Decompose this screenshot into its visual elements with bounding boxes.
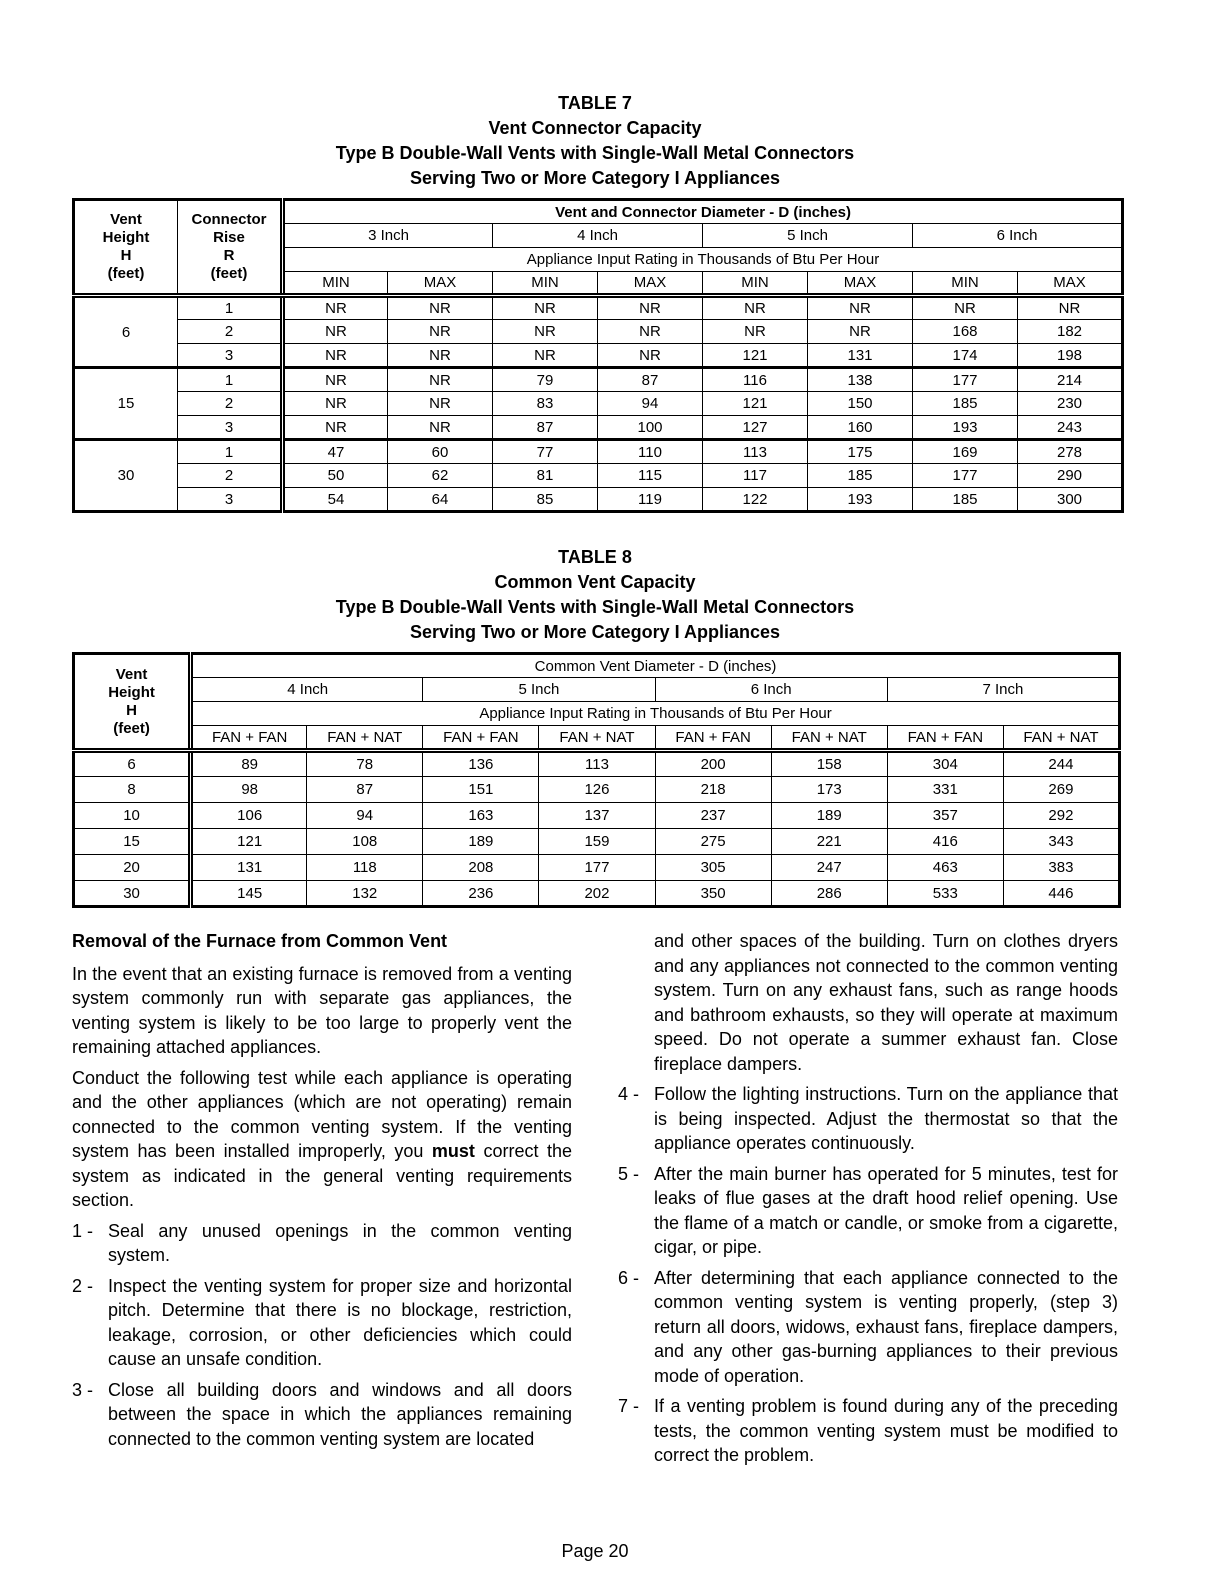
capacity-cell: 151 [423,777,539,803]
capacity-cell: NR [703,320,808,344]
fan-fan-header: FAN + FAN [887,726,1003,751]
table-row [74,464,1123,488]
fan-nat-header: FAN + NAT [1003,726,1119,751]
capacity-cell: 174 [913,344,1018,368]
table-row [74,855,1120,881]
capacity-cell: 269 [1003,777,1119,803]
capacity-cell: 115 [598,464,703,488]
capacity-cell: 221 [771,829,887,855]
capacity-cell: NR [283,344,388,368]
vent-height-cell: 8 [74,777,191,803]
table8-title-line: Type B Double-Wall Vents with Single-Wall Metal Connectors [335,597,855,617]
vent-height-cell: 20 [74,855,191,881]
vent-height-cell: 6 [74,296,178,368]
capacity-cell: 175 [808,440,913,464]
capacity-cell: 177 [913,464,1018,488]
capacity-cell: 446 [1003,881,1119,907]
section-heading: Removal of the Furnace from Common Vent [72,931,448,951]
capacity-cell: 198 [1018,344,1123,368]
table-row [74,829,1120,855]
capacity-cell: 185 [913,392,1018,416]
table-row [74,416,1123,440]
header-line: H [126,701,137,719]
capacity-cell: 185 [808,464,913,488]
fan-fan-header: FAN + FAN [423,726,539,751]
table7-title [0,91,1190,191]
list-item-continued [618,929,1118,1076]
capacity-cell: 177 [913,368,1018,392]
capacity-cell: NR [388,392,493,416]
connector-rise-cell: 1 [178,368,283,392]
capacity-cell: NR [388,416,493,440]
capacity-cell: NR [388,344,493,368]
capacity-cell: 77 [493,440,598,464]
capacity-cell: 193 [808,488,913,512]
capacity-cell: NR [388,296,493,320]
paragraph [72,1066,572,1213]
table8-size-header: 6 Inch [655,678,887,702]
min-header: MIN [703,272,808,296]
capacity-cell: 119 [598,488,703,512]
capacity-cell: 189 [423,829,539,855]
capacity-cell: 275 [655,829,771,855]
capacity-cell: 83 [493,392,598,416]
capacity-cell: 94 [307,803,423,829]
capacity-cell: NR [283,296,388,320]
header-line: (feet) [107,265,145,282]
max-header: MAX [388,272,493,296]
list-item [72,1378,572,1452]
capacity-cell: 116 [703,368,808,392]
capacity-cell: 136 [423,751,539,777]
table-row [74,803,1120,829]
capacity-cell: 54 [283,488,388,512]
capacity-cell: 131 [808,344,913,368]
capacity-cell: 160 [808,416,913,440]
fan-nat-header: FAN + NAT [771,726,887,751]
connector-rise-cell: 2 [178,464,283,488]
table-row [74,488,1123,512]
capacity-cell: 85 [493,488,598,512]
capacity-cell: 290 [1018,464,1123,488]
capacity-cell: NR [913,296,1018,320]
vent-height-cell: 15 [74,829,191,855]
capacity-cell: 357 [887,803,1003,829]
capacity-cell: 113 [539,751,655,777]
table8-title-line: Serving Two or More Category I Appliances [409,622,781,642]
table-row [74,320,1123,344]
capacity-cell: 218 [655,777,771,803]
list-number: 5 - [618,1163,640,1184]
table7-size-header: 4 Inch [493,224,703,248]
header-line: Vent [110,211,142,228]
table7-diameter-header: Vent and Connector Diameter - D (inches) [283,200,1123,224]
table7-title-line: Type B Double-Wall Vents with Single-Wall Metal Connectors [335,143,855,163]
table-row [74,344,1123,368]
list-text: After the main burner has operated for 5 minutes, test for leaks of flue gases at the draft hood relief opening. Use the flame of a match or candle, or smoke from a cigarette, cigar, or pipe. [654,1163,1118,1257]
capacity-cell: 305 [655,855,771,881]
list-text: and other spaces of the building. Turn on clothes dryers and any appliances not connected to the common venting system. Turn on any exhaust fans, such as range hoods and bathroom exhausts, so they will operate at maximum speed. Do not operate a summer exhaust fan. Close fireplace dampers. [654,931,1118,1074]
capacity-cell: 159 [539,829,655,855]
capacity-cell: 60 [388,440,493,464]
table8-vent-height-header [74,654,191,751]
capacity-cell: 64 [388,488,493,512]
table-row [74,392,1123,416]
capacity-cell: 89 [191,751,307,777]
min-header: MIN [913,272,1018,296]
capacity-cell: 304 [887,751,1003,777]
right-column [618,929,1118,1474]
capacity-cell: 278 [1018,440,1123,464]
connector-rise-cell: 1 [178,440,283,464]
table7-body [74,296,1123,512]
table7-title-line: Serving Two or More Category I Appliances [409,168,781,188]
capacity-cell: 145 [191,881,307,907]
table7-vent-height-header [74,200,178,296]
vent-height-cell: 6 [74,751,191,777]
list-item [618,1162,1118,1260]
list-number-spacer [618,929,654,1076]
capacity-cell: 100 [598,416,703,440]
header-line: H [120,247,132,264]
header-line: (feet) [210,265,248,282]
capacity-cell: 185 [913,488,1018,512]
capacity-cell: 193 [913,416,1018,440]
capacity-cell: 62 [388,464,493,488]
table-row [74,751,1120,777]
vent-height-cell: 30 [74,881,191,907]
capacity-cell: 463 [887,855,1003,881]
capacity-cell: 189 [771,803,887,829]
capacity-cell: 132 [307,881,423,907]
capacity-cell: 182 [1018,320,1123,344]
capacity-cell: NR [493,320,598,344]
list-item [618,1394,1118,1468]
capacity-cell: 236 [423,881,539,907]
list-item [72,1274,572,1372]
capacity-cell: 81 [493,464,598,488]
capacity-cell: 202 [539,881,655,907]
table-row [74,777,1120,803]
table-row [74,881,1120,907]
capacity-cell: NR [703,296,808,320]
capacity-cell: 331 [887,777,1003,803]
capacity-cell: NR [598,296,703,320]
list-text: Inspect the venting system for proper size and horizontal pitch. Determine that there is no blockage, restriction, leakage, corrosion, or other deficiencies which could cause an unsafe condition. [108,1275,572,1369]
capacity-cell: 121 [703,392,808,416]
capacity-cell: 50 [283,464,388,488]
connector-rise-cell: 3 [178,344,283,368]
capacity-cell: 121 [703,344,808,368]
vent-height-cell: 30 [74,440,178,512]
capacity-cell: NR [283,416,388,440]
capacity-cell: 87 [598,368,703,392]
list-text: Follow the lighting instructions. Turn on the appliance that is being inspected. Adjust the thermostat so that the appliance operates continuously. [654,1084,1118,1153]
capacity-cell: 237 [655,803,771,829]
table8 [72,652,1121,908]
capacity-cell: 106 [191,803,307,829]
vent-height-cell: 10 [74,803,191,829]
capacity-cell: NR [808,320,913,344]
table7-title-line: TABLE 7 [558,93,632,113]
capacity-cell: 150 [808,392,913,416]
capacity-cell: NR [388,368,493,392]
capacity-cell: NR [283,392,388,416]
capacity-cell: 108 [307,829,423,855]
page-number: Page 20 [561,1541,629,1561]
capacity-cell: 214 [1018,368,1123,392]
fan-fan-header: FAN + FAN [655,726,771,751]
fan-nat-header: FAN + NAT [307,726,423,751]
capacity-cell: 87 [493,416,598,440]
fan-fan-header: FAN + FAN [191,726,307,751]
capacity-cell: 350 [655,881,771,907]
table7-size-header: 3 Inch [283,224,493,248]
capacity-cell: 110 [598,440,703,464]
capacity-cell: 416 [887,829,1003,855]
list-item [618,1082,1118,1156]
capacity-cell: 343 [1003,829,1119,855]
capacity-cell: 121 [191,829,307,855]
header-line: R [223,247,235,264]
list-number: 6 - [618,1267,640,1288]
table8-size-header: 5 Inch [423,678,655,702]
capacity-cell: 47 [283,440,388,464]
capacity-cell: 87 [307,777,423,803]
connector-rise-cell: 2 [178,392,283,416]
header-line: Height [102,229,150,246]
header-line: (feet) [113,719,150,737]
capacity-cell: 168 [913,320,1018,344]
list-text: After determining that each appliance connected to the common venting system is venting properly, (step 3) return all doors, widows, exhaust fans, fireplace dampers, and any other gas-burning appliances to their previous mode of operation. [654,1267,1118,1386]
capacity-cell: 126 [539,777,655,803]
list-number: 4 - [618,1084,640,1104]
capacity-cell: 286 [771,881,887,907]
capacity-cell: 230 [1018,392,1123,416]
table-row [74,440,1123,464]
capacity-cell: NR [493,344,598,368]
capacity-cell: 78 [307,751,423,777]
capacity-cell: NR [598,344,703,368]
capacity-cell: NR [493,296,598,320]
table8-title [0,545,1190,645]
capacity-cell: 118 [307,855,423,881]
capacity-cell: 122 [703,488,808,512]
table7-connector-rise-header [178,200,283,296]
list-text: If a venting problem is found during any of the preceding tests, the common venting system must be modified to correct the problem. [654,1396,1118,1465]
capacity-cell: 163 [423,803,539,829]
min-header: MIN [283,272,388,296]
capacity-cell: 292 [1003,803,1119,829]
capacity-cell: 117 [703,464,808,488]
capacity-cell: NR [598,320,703,344]
table8-size-header: 7 Inch [887,678,1119,702]
fan-nat-header: FAN + NAT [539,726,655,751]
table7 [72,198,1124,513]
vent-height-cell: 15 [74,368,178,440]
capacity-cell: 208 [423,855,539,881]
max-header: MAX [598,272,703,296]
paragraph-text: correct the system as indicated in the general venting requirements section. [72,1141,572,1210]
list-number: 2 - [72,1275,94,1296]
table8-rating-header: Appliance Input Rating in Thousands of Btu Per Hour [191,702,1120,726]
min-header: MIN [493,272,598,296]
connector-rise-cell: 3 [178,488,283,512]
table7-size-header: 6 Inch [913,224,1123,248]
max-header: MAX [808,272,913,296]
capacity-cell: 137 [539,803,655,829]
capacity-cell: 113 [703,440,808,464]
table8-title-line: Common Vent Capacity [494,572,696,592]
capacity-cell: 300 [1018,488,1123,512]
capacity-cell: NR [283,320,388,344]
capacity-cell: NR [388,320,493,344]
capacity-cell: 169 [913,440,1018,464]
table7-title-line: Vent Connector Capacity [488,118,702,138]
capacity-cell: 383 [1003,855,1119,881]
connector-rise-cell: 2 [178,320,283,344]
table-row [74,368,1123,392]
list-text: Seal any unused openings in the common venting system. [108,1220,572,1265]
list-item [618,1266,1118,1389]
capacity-cell: 247 [771,855,887,881]
paragraph: In the event that an existing furnace is removed from a venting system commonly run with separate gas appliances, the venting system is likely to be too large to properly vent the remaining attached appliances. [72,963,572,1057]
capacity-cell: 200 [655,751,771,777]
header-line: Connector [191,211,267,228]
capacity-cell: 173 [771,777,887,803]
capacity-cell: 244 [1003,751,1119,777]
capacity-cell: 533 [887,881,1003,907]
list-number: 7 - [618,1396,640,1416]
table7-rating-header: Appliance Input Rating in Thousands of Btu Per Hour [283,248,1123,272]
connector-rise-cell: 1 [178,296,283,320]
table-row [74,296,1123,320]
capacity-cell: 138 [808,368,913,392]
capacity-cell: 177 [539,855,655,881]
header-line: Rise [213,229,245,246]
capacity-cell: 98 [191,777,307,803]
table8-size-header: 4 Inch [191,678,423,702]
capacity-cell: 243 [1018,416,1123,440]
table7-size-header: 5 Inch [703,224,913,248]
emphasis-text: must [431,1141,475,1161]
table8-body [74,751,1120,907]
capacity-cell: 131 [191,855,307,881]
list-item [72,1219,572,1268]
capacity-cell: 79 [493,368,598,392]
table8-title-line: TABLE 8 [558,547,632,567]
table8-diameter-header: Common Vent Diameter - D (inches) [191,654,1120,678]
list-text: Close all building doors and windows and all doors between the space in which the appliances remaining connected to the common venting system are located [108,1379,572,1449]
connector-rise-cell: 3 [178,416,283,440]
paragraph-text: Conduct the following test while each appliance is operating and the other appliances (which are not operating) remain connected to the common venting system. If the venting system has been installed improperly, you [72,1067,572,1161]
capacity-cell: 158 [771,751,887,777]
capacity-cell: NR [283,368,388,392]
capacity-cell: 127 [703,416,808,440]
capacity-cell: NR [808,296,913,320]
header-line: Vent [115,665,148,683]
list-number: 1 - [72,1220,94,1241]
capacity-cell: NR [1018,296,1123,320]
header-line: Height [108,683,155,701]
list-number: 3 - [72,1379,94,1400]
capacity-cell: 94 [598,392,703,416]
left-column [72,929,572,1457]
max-header: MAX [1018,272,1123,296]
